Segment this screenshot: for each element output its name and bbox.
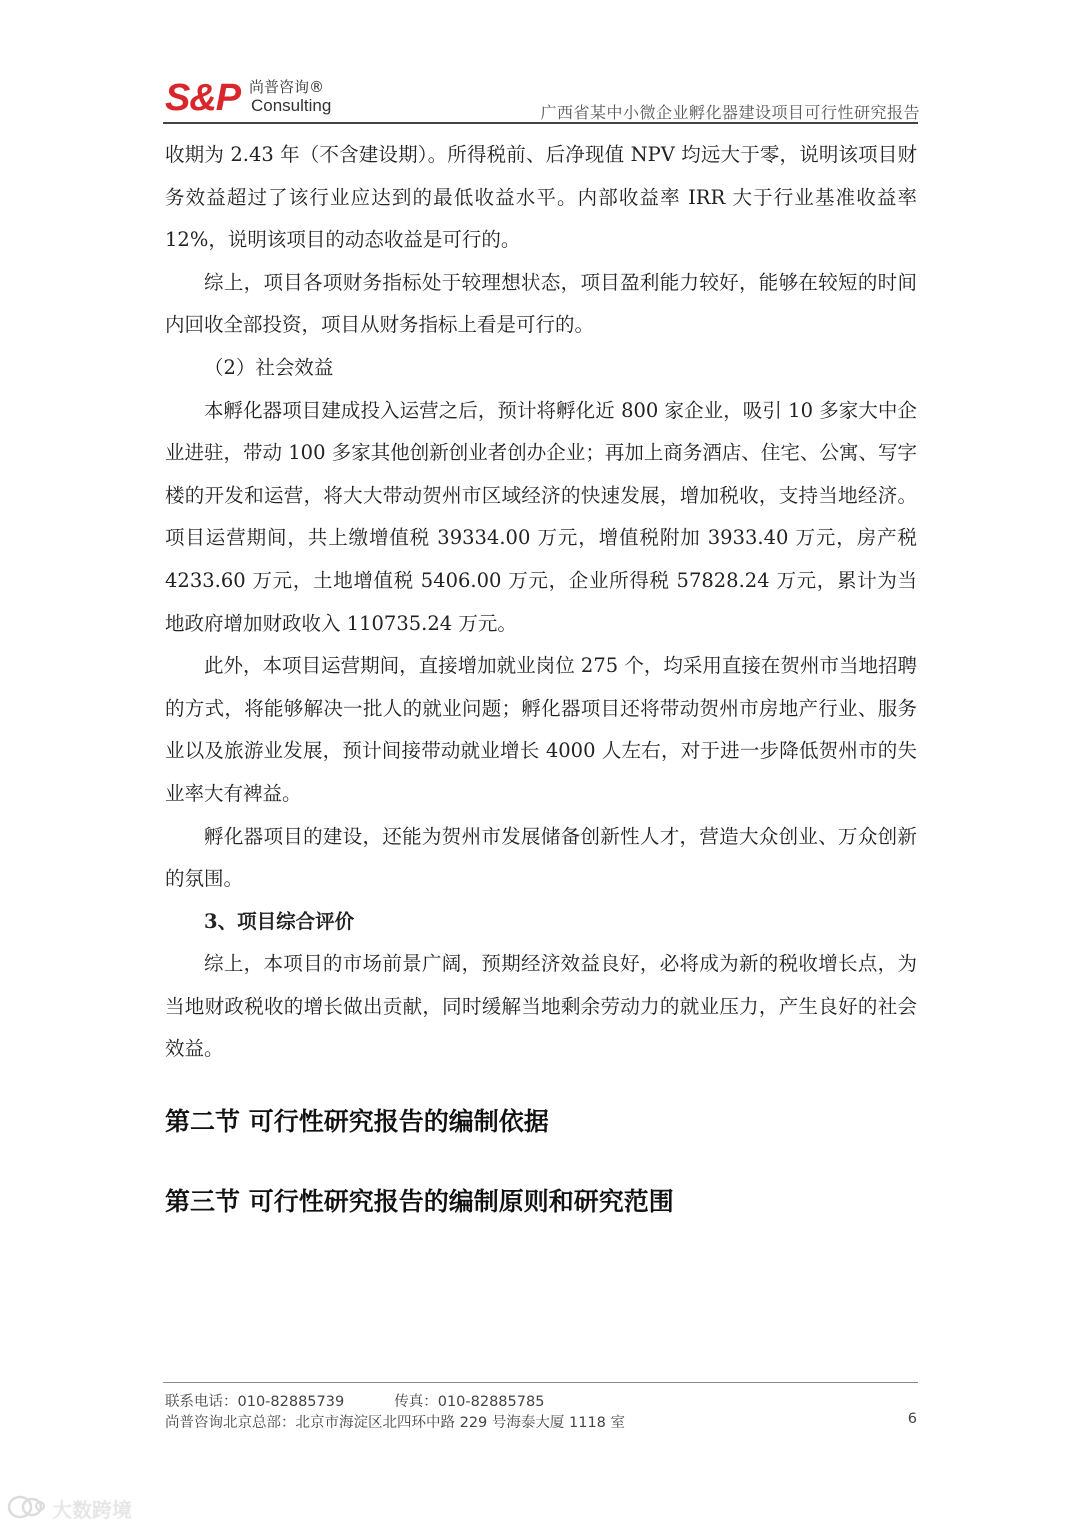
footer-contact [165,1390,544,1411]
paragraph-financial-returns: 收期为 2.43 年（不含建设期）。所得税前、后净现值 NPV 均远大于零，说明该项目财务效益超过了该行业应达到的最低收益水平。内部收益率 IRR 大于行业基准收益率 12%，说明该项目的动态收益是可行的。 [165,143,917,252]
section-heading-basis: 第二节 可行性研究报告的编制依据 [165,1107,549,1136]
logo-mark: S&P [165,77,241,119]
subheading-social-benefit: （2）社会效益 [204,355,334,379]
report-title: 广西省某中小微企业孵化器建设项目可行性研究报告 [540,103,920,122]
subheading-overall-evaluation: 3、项目综合评价 [204,909,355,933]
footer-fax: 传真：010-82885785 [394,1394,545,1410]
paragraph-overall-evaluation: 综上，本项目的市场前景广阔，预期经济效益良好，必将成为新的税收增长点，为当地财政税收的增长做出贡献，同时缓解当地剩余劳动力的就业压力，产生良好的社会效益。 [165,952,917,1061]
footer-phone: 联系电话：010-82885739 [165,1394,345,1410]
watermark-logo-icon [6,1492,48,1522]
footer-divider [163,1382,918,1383]
page-number: 6 [907,1411,917,1427]
watermark-text: 大数跨境 [52,1498,132,1522]
footer-address: 尚普咨询北京总部：北京市海淀区北四环中路 229 号海泰大厦 1118 室 [165,1415,626,1431]
body-content [165,134,917,1071]
paragraph-financial-summary: 综上，项目各项财务指标处于较理想状态，项目盈利能力较好，能够在较短的时间内回收全部投资，项目从财务指标上看是可行的。 [165,270,917,337]
paragraph-employment: 此外，本项目运营期间，直接增加就业岗位 275 个，均采用直接在贺州市当地招聘的方式，将能够解决一批人的就业问题；孵化器项目还将带动贺州市房地产行业、服务业以及旅游业发展，预计间接带动就业增长 4000 人左右，对于进一步降低贺州市的失业率大有裨益。 [165,654,917,805]
section-heading-principles: 第三节 可行性研究报告的编制原则和研究范围 [165,1187,674,1216]
paragraph-tax-contribution: 本孵化器项目建成投入运营之后，预计将孵化近 800 家企业，吸引 10 多家大中企业进驻，带动 100 多家其他创新创业者创办企业；再加上商务酒店、住宅、公寓、写字楼的开发和运营，将大大带动贺州市区域经济的快速发展，增加税收，支持当地经济。项目运营期间，共上缴增值税 39334.00 万元，增值税附加 3933.40 万元，房产税 4233.60 万元，土地增值税 5406.00 万元，企业所得税 57828.24 万元，累计为当地政府增加财政收入 110735.24 万元。 [165,398,917,635]
logo-chinese-name: 尚普咨询® [249,78,325,96]
logo-english-name: Consulting [251,96,332,115]
header-divider [163,122,918,124]
paragraph-innovation: 孵化器项目的建设，还能为贺州市发展储备创新性人才，营造大众创业、万众创新的氛围。 [165,824,917,891]
